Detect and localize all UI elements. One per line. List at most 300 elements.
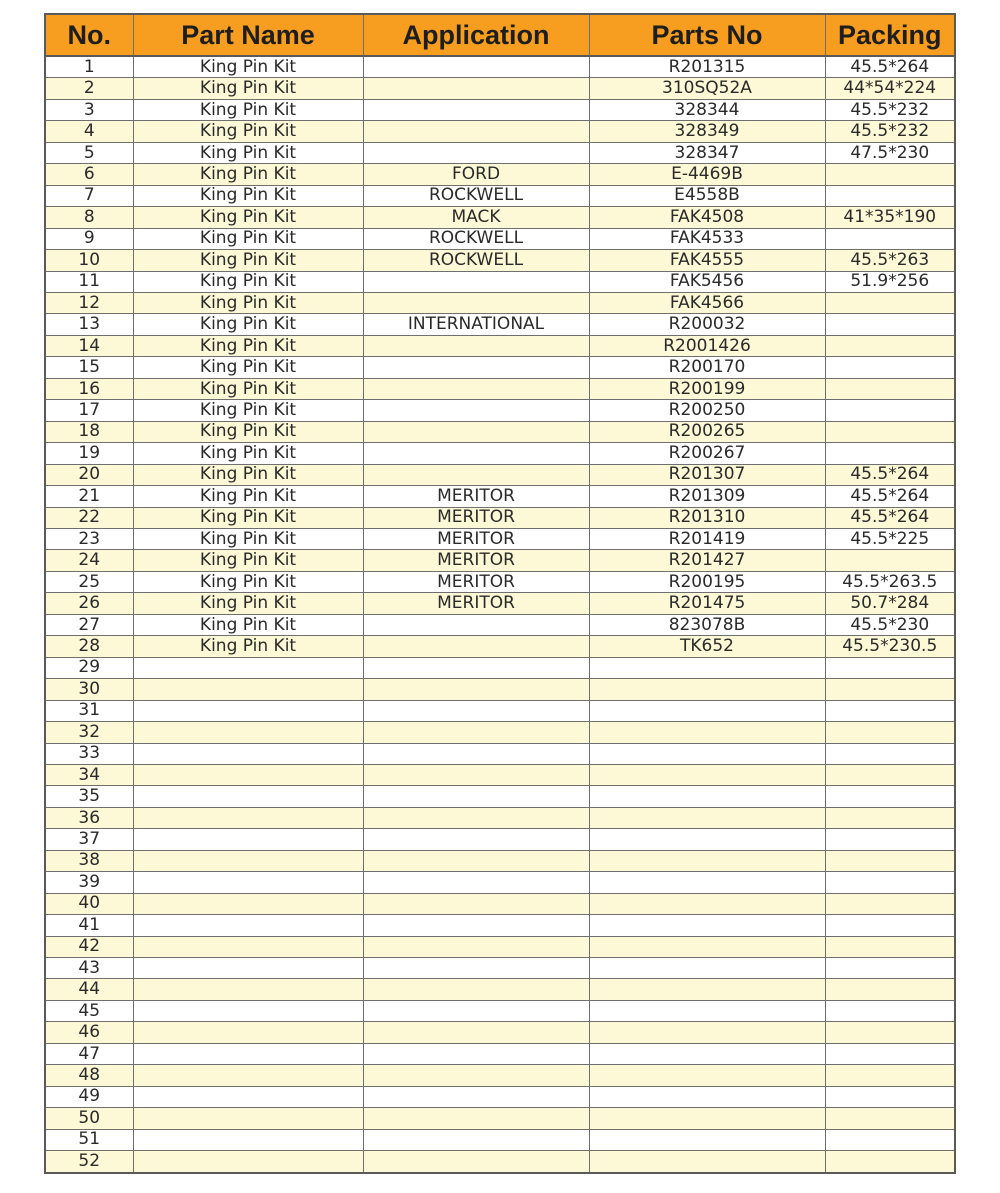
cell-parts-no: 328344 [589,99,825,120]
cell-part-name [133,786,363,807]
cell-part-name: King Pin Kit [133,99,363,120]
cell-no: 36 [46,807,133,828]
table-row [46,786,954,807]
cell-no: 3 [46,99,133,120]
cell-application [363,829,589,850]
cell-packing [825,357,954,378]
cell-part-name [133,722,363,743]
cell-packing [825,722,954,743]
table-row [46,915,954,936]
cell-parts-no [589,1129,825,1150]
cell-application: MERITOR [363,528,589,549]
cell-packing: 45.5*225 [825,528,954,549]
cell-no: 6 [46,164,133,185]
table-row [46,1065,954,1086]
cell-no: 51 [46,1129,133,1150]
cell-part-name [133,657,363,678]
cell-no: 40 [46,893,133,914]
cell-application [363,400,589,421]
cell-parts-no: R201315 [589,56,825,78]
cell-no: 10 [46,250,133,271]
cell-application [363,464,589,485]
table-row [46,421,954,442]
cell-application [363,1022,589,1043]
cell-packing: 45.5*230.5 [825,636,954,657]
cell-parts-no [589,743,825,764]
table-row [46,271,954,292]
cell-parts-no [589,679,825,700]
cell-parts-no [589,1065,825,1086]
cell-application [363,979,589,1000]
cell-no: 12 [46,292,133,313]
cell-no: 18 [46,421,133,442]
cell-application [363,357,589,378]
cell-packing [825,164,954,185]
cell-no: 4 [46,121,133,142]
cell-packing [825,1129,954,1150]
cell-application [363,1043,589,1064]
cell-parts-no: R201307 [589,464,825,485]
cell-parts-no [589,1000,825,1021]
table-row [46,679,954,700]
cell-part-name: King Pin Kit [133,185,363,206]
cell-application [363,1086,589,1107]
cell-no: 5 [46,142,133,163]
cell-packing: 45.5*264 [825,486,954,507]
cell-part-name: King Pin Kit [133,443,363,464]
cell-part-name: King Pin Kit [133,421,363,442]
cell-no: 26 [46,593,133,614]
cell-parts-no: E-4469B [589,164,825,185]
table-row [46,764,954,785]
table-row [46,142,954,163]
table-row [46,56,954,78]
table-row [46,250,954,271]
cell-parts-no: E4558B [589,185,825,206]
cell-part-name: King Pin Kit [133,271,363,292]
table-row [46,507,954,528]
table-row [46,185,954,206]
cell-parts-no: FAK5456 [589,271,825,292]
cell-no: 49 [46,1086,133,1107]
cell-parts-no: FAK4508 [589,207,825,228]
cell-parts-no [589,1086,825,1107]
cell-no: 42 [46,936,133,957]
table-row [46,722,954,743]
cell-packing [825,1108,954,1129]
cell-parts-no [589,1108,825,1129]
cell-part-name: King Pin Kit [133,571,363,592]
table-row [46,121,954,142]
cell-parts-no [589,764,825,785]
table-row [46,1022,954,1043]
cell-parts-no: FAK4555 [589,250,825,271]
cell-application [363,936,589,957]
parts-table-container [44,13,956,1174]
cell-part-name [133,1022,363,1043]
cell-packing [825,850,954,871]
cell-part-name: King Pin Kit [133,614,363,635]
column-header-part-name: Part Name [133,15,363,56]
cell-part-name: King Pin Kit [133,292,363,313]
cell-parts-no [589,829,825,850]
cell-no: 52 [46,1151,133,1172]
cell-part-name [133,743,363,764]
cell-packing: 45.5*263.5 [825,571,954,592]
cell-part-name [133,700,363,721]
cell-part-name: King Pin Kit [133,357,363,378]
table-row [46,979,954,1000]
cell-part-name: King Pin Kit [133,121,363,142]
cell-no: 8 [46,207,133,228]
table-row [46,700,954,721]
cell-part-name [133,850,363,871]
cell-no: 25 [46,571,133,592]
cell-packing [825,378,954,399]
cell-no: 45 [46,1000,133,1021]
cell-no: 7 [46,185,133,206]
cell-no: 46 [46,1022,133,1043]
cell-parts-no [589,722,825,743]
table-row [46,443,954,464]
cell-application: MERITOR [363,571,589,592]
cell-application [363,443,589,464]
cell-no: 11 [46,271,133,292]
cell-packing: 45.5*232 [825,121,954,142]
cell-parts-no [589,872,825,893]
cell-parts-no: 328347 [589,142,825,163]
cell-application: ROCKWELL [363,228,589,249]
cell-part-name: King Pin Kit [133,56,363,78]
cell-packing [825,1022,954,1043]
cell-application: MERITOR [363,593,589,614]
cell-no: 22 [46,507,133,528]
cell-packing [825,872,954,893]
cell-parts-no: R201309 [589,486,825,507]
cell-part-name: King Pin Kit [133,400,363,421]
column-header-no: No. [46,15,133,56]
cell-parts-no: R200032 [589,314,825,335]
column-header-application: Application [363,15,589,56]
cell-no: 13 [46,314,133,335]
cell-packing [825,314,954,335]
table-row [46,807,954,828]
cell-application [363,915,589,936]
cell-application [363,636,589,657]
cell-packing: 44*54*224 [825,78,954,99]
cell-part-name [133,958,363,979]
cell-packing [825,679,954,700]
cell-application [363,78,589,99]
cell-application: FORD [363,164,589,185]
cell-parts-no: 823078B [589,614,825,635]
cell-packing: 41*35*190 [825,207,954,228]
cell-packing [825,1086,954,1107]
cell-part-name: King Pin Kit [133,378,363,399]
cell-application [363,893,589,914]
cell-parts-no [589,979,825,1000]
cell-parts-no: R200250 [589,400,825,421]
table-row [46,614,954,635]
cell-application [363,56,589,78]
cell-no: 39 [46,872,133,893]
cell-parts-no [589,657,825,678]
cell-no: 23 [46,528,133,549]
cell-parts-no [589,786,825,807]
cell-no: 1 [46,56,133,78]
cell-application [363,807,589,828]
cell-parts-no [589,807,825,828]
cell-application: MERITOR [363,550,589,571]
cell-part-name: King Pin Kit [133,142,363,163]
cell-packing [825,764,954,785]
cell-parts-no: R200170 [589,357,825,378]
table-row [46,378,954,399]
cell-packing: 45.5*232 [825,99,954,120]
cell-no: 2 [46,78,133,99]
cell-packing: 45.5*263 [825,250,954,271]
cell-packing [825,807,954,828]
table-row [46,357,954,378]
cell-packing: 47.5*230 [825,142,954,163]
cell-application: ROCKWELL [363,185,589,206]
table-row [46,893,954,914]
header-row [46,15,954,56]
cell-application: ROCKWELL [363,250,589,271]
cell-part-name [133,893,363,914]
cell-parts-no: R201419 [589,528,825,549]
cell-parts-no: R201427 [589,550,825,571]
cell-part-name [133,1043,363,1064]
table-row [46,593,954,614]
cell-application: MERITOR [363,486,589,507]
table-row [46,1151,954,1172]
cell-no: 31 [46,700,133,721]
cell-packing [825,185,954,206]
cell-packing [825,1043,954,1064]
table-row [46,528,954,549]
cell-no: 33 [46,743,133,764]
cell-parts-no [589,958,825,979]
cell-no: 38 [46,850,133,871]
table-row [46,571,954,592]
cell-packing [825,958,954,979]
cell-no: 41 [46,915,133,936]
cell-application [363,99,589,120]
cell-part-name: King Pin Kit [133,78,363,99]
cell-application: INTERNATIONAL [363,314,589,335]
cell-packing [825,443,954,464]
cell-no: 19 [46,443,133,464]
cell-application [363,657,589,678]
table-header [46,15,954,56]
cell-application [363,700,589,721]
cell-part-name [133,1000,363,1021]
cell-packing [825,743,954,764]
cell-application [363,335,589,356]
cell-part-name [133,1151,363,1172]
table-row [46,1000,954,1021]
cell-no: 29 [46,657,133,678]
cell-application [363,1065,589,1086]
cell-part-name: King Pin Kit [133,636,363,657]
cell-application [363,872,589,893]
cell-part-name [133,1086,363,1107]
cell-part-name: King Pin Kit [133,528,363,549]
cell-application [363,292,589,313]
table-body [46,56,954,1172]
cell-no: 30 [46,679,133,700]
cell-packing [825,1151,954,1172]
table-row [46,207,954,228]
cell-packing [825,335,954,356]
cell-part-name: King Pin Kit [133,335,363,356]
cell-application [363,1129,589,1150]
cell-packing [825,829,954,850]
table-row [46,99,954,120]
cell-parts-no [589,936,825,957]
table-row [46,657,954,678]
cell-application [363,421,589,442]
cell-part-name [133,807,363,828]
cell-part-name: King Pin Kit [133,507,363,528]
cell-packing: 45.5*264 [825,464,954,485]
cell-parts-no [589,1022,825,1043]
table-row [46,936,954,957]
cell-application: MERITOR [363,507,589,528]
cell-parts-no [589,700,825,721]
table-row [46,1086,954,1107]
cell-application [363,378,589,399]
cell-no: 32 [46,722,133,743]
cell-no: 17 [46,400,133,421]
cell-no: 21 [46,486,133,507]
table-row [46,314,954,335]
cell-application [363,743,589,764]
cell-application: MACK [363,207,589,228]
cell-parts-no: R200195 [589,571,825,592]
cell-parts-no: R2001426 [589,335,825,356]
cell-part-name: King Pin Kit [133,593,363,614]
cell-part-name: King Pin Kit [133,207,363,228]
cell-part-name [133,936,363,957]
cell-no: 28 [46,636,133,657]
table-row [46,164,954,185]
cell-application [363,764,589,785]
column-header-parts-no: Parts No [589,15,825,56]
cell-parts-no: R200267 [589,443,825,464]
cell-part-name: King Pin Kit [133,250,363,271]
cell-packing [825,421,954,442]
cell-part-name: King Pin Kit [133,228,363,249]
cell-application [363,958,589,979]
cell-no: 48 [46,1065,133,1086]
table-row [46,400,954,421]
cell-part-name [133,1129,363,1150]
cell-part-name [133,979,363,1000]
cell-parts-no: 328349 [589,121,825,142]
cell-no: 50 [46,1108,133,1129]
cell-no: 20 [46,464,133,485]
table-row [46,550,954,571]
cell-no: 15 [46,357,133,378]
cell-packing [825,292,954,313]
cell-part-name [133,1065,363,1086]
cell-packing [825,936,954,957]
cell-application [363,614,589,635]
cell-part-name [133,915,363,936]
cell-part-name: King Pin Kit [133,464,363,485]
cell-packing [825,657,954,678]
cell-application [363,1000,589,1021]
table-row [46,1129,954,1150]
table-row [46,958,954,979]
cell-no: 34 [46,764,133,785]
cell-parts-no: R200199 [589,378,825,399]
table-row [46,829,954,850]
cell-packing [825,1065,954,1086]
cell-part-name: King Pin Kit [133,164,363,185]
cell-parts-no [589,1043,825,1064]
cell-no: 47 [46,1043,133,1064]
cell-packing: 45.5*230 [825,614,954,635]
cell-packing [825,893,954,914]
cell-no: 24 [46,550,133,571]
cell-part-name: King Pin Kit [133,486,363,507]
table-row [46,228,954,249]
cell-parts-no: FAK4566 [589,292,825,313]
cell-packing: 45.5*264 [825,507,954,528]
cell-application [363,121,589,142]
cell-parts-no: R201475 [589,593,825,614]
table-row [46,1108,954,1129]
cell-part-name [133,829,363,850]
column-header-packing: Packing [825,15,954,56]
cell-part-name [133,872,363,893]
cell-packing: 45.5*264 [825,56,954,78]
cell-parts-no: FAK4533 [589,228,825,249]
cell-no: 43 [46,958,133,979]
cell-no: 35 [46,786,133,807]
cell-application [363,1151,589,1172]
cell-part-name: King Pin Kit [133,314,363,335]
cell-part-name [133,764,363,785]
cell-application [363,722,589,743]
cell-packing [825,228,954,249]
cell-packing: 51.9*256 [825,271,954,292]
cell-no: 14 [46,335,133,356]
cell-parts-no: R201310 [589,507,825,528]
cell-application [363,1108,589,1129]
parts-table [46,15,954,1172]
cell-parts-no: 310SQ52A [589,78,825,99]
cell-parts-no: TK652 [589,636,825,657]
cell-no: 27 [46,614,133,635]
cell-parts-no [589,915,825,936]
cell-part-name [133,1108,363,1129]
table-row [46,1043,954,1064]
cell-application [363,786,589,807]
cell-packing [825,979,954,1000]
cell-application [363,271,589,292]
cell-parts-no [589,850,825,871]
cell-packing [825,1000,954,1021]
cell-parts-no [589,893,825,914]
table-row [46,292,954,313]
cell-part-name [133,679,363,700]
table-row [46,78,954,99]
cell-packing [825,700,954,721]
